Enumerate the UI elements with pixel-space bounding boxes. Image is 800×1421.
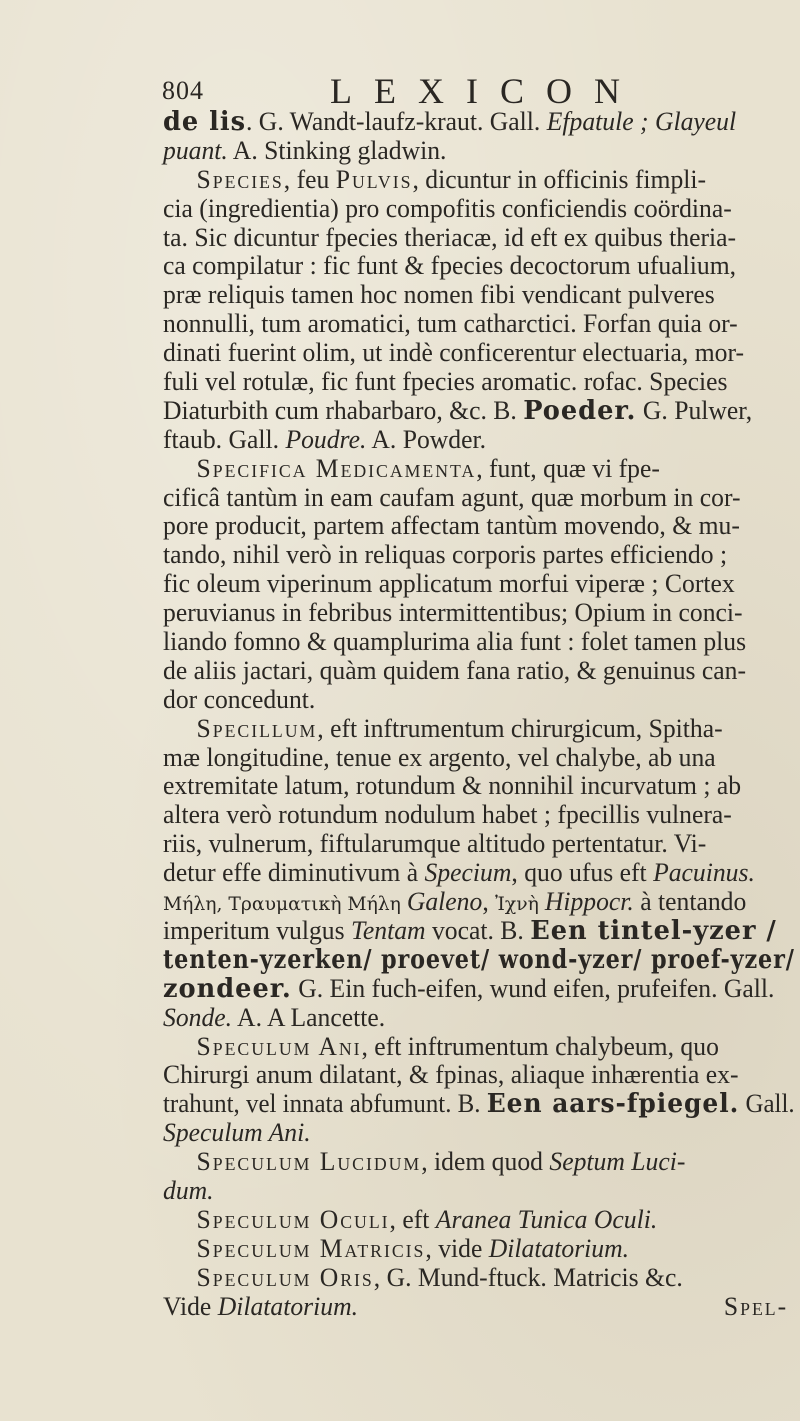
running-head: LEXICON: [330, 71, 642, 111]
text-segment: , vide: [425, 1233, 489, 1263]
text-line: [163, 1089, 795, 1120]
text-segment: Diaturbith cum rhabarbaro, &c. B.: [163, 395, 524, 425]
text-segment: A. A Lancette.: [232, 1002, 386, 1032]
text-line: [163, 166, 794, 195]
text-segment: Hippocr.: [544, 887, 634, 917]
text-line: [163, 888, 794, 917]
text-line: [163, 599, 794, 628]
text-line: [163, 830, 794, 859]
text-segment: Μήλη, Τραυματικὴ Μήλη: [163, 893, 407, 916]
text-segment: Gall.: [739, 1089, 795, 1119]
text-line: [163, 108, 794, 137]
text-line: [163, 252, 794, 281]
text-line: [163, 310, 794, 339]
text-line: [163, 1264, 794, 1293]
text-line: [163, 541, 794, 570]
text-segment: ftaub. Gall.: [163, 424, 286, 454]
text-segment: Speculum Oculi: [196, 1204, 390, 1234]
text-line: [163, 1033, 794, 1062]
text-line: [163, 570, 794, 599]
text-segment: Speculum Ani.: [163, 1118, 311, 1148]
text-segment: Sonde.: [163, 1002, 233, 1032]
text-segment: Speculum Matricis: [196, 1233, 426, 1263]
text-line: [163, 137, 794, 166]
text-segment: dor concedunt.: [163, 684, 316, 714]
text-line: [163, 368, 794, 397]
text-segment: fic oleum viperinum applicatum morfui viperæ ; Cortex: [163, 569, 735, 599]
text-segment: Ἰχνὴ: [495, 893, 545, 916]
text-line: [163, 1148, 794, 1177]
text-line: [163, 744, 794, 773]
text-segment: Species: [196, 164, 284, 194]
text-segment: Een tintel-yzer /: [530, 915, 777, 946]
text-line: [163, 686, 794, 715]
text-segment: Pulvis: [335, 164, 413, 194]
text-segment: præ reliquis tamen hoc nomen fibi vendicant pulveres: [163, 280, 715, 310]
text-segment: Septum Luci-: [549, 1147, 686, 1177]
text-segment: , idem quod: [421, 1147, 550, 1177]
page-header: [150, 70, 670, 112]
text-segment: , eft inftrumentum chalybeum, quo: [361, 1031, 719, 1061]
text-segment: Tentam: [351, 915, 426, 945]
text-segment: imperitum vulgus: [163, 915, 352, 945]
text-segment: tando, nihil verò in reliquas corporis partes efficiendo ;: [163, 540, 728, 570]
text-segment: Vide: [163, 1291, 218, 1321]
text-line: [163, 1177, 794, 1206]
text-line: [163, 628, 794, 657]
text-segment: Poudre.: [285, 424, 367, 454]
text-segment: Aranea Tunica Oculi.: [435, 1204, 658, 1234]
text-segment: , eft inftrumentum chirurgicum, Spitha-: [317, 713, 723, 743]
text-segment: Een aars-fpiegel.: [486, 1089, 740, 1120]
text-segment: peruvianus in febribus intermittentibus; Opium in conci-: [163, 598, 743, 628]
text-line: [163, 195, 794, 224]
text-line: [163, 1061, 794, 1090]
text-line: [163, 339, 794, 368]
text-segment: , quo ufus eft: [511, 858, 654, 888]
text-line: [163, 1235, 794, 1264]
text-segment: liando fomno & quamplurima alia funt : folet tamen plus: [163, 627, 747, 657]
text-line: [163, 397, 794, 426]
text-line: [163, 426, 794, 455]
text-segment: Dilatatorium.: [217, 1291, 359, 1321]
text-segment: nonnulli, tum aromatici, tum catharctici. Forfan quia or-: [163, 309, 738, 339]
text-line: [163, 224, 794, 253]
catchword: Spel-: [723, 1291, 789, 1321]
text-line: [163, 1293, 794, 1322]
text-segment: fuli vel rotulæ, fic funt fpecies aromatic. rofac. Species: [163, 367, 728, 397]
text-segment: Speculum Oris: [196, 1262, 374, 1292]
text-segment: Galeno: [406, 887, 483, 917]
text-segment: A. Powder.: [366, 424, 487, 454]
text-segment: cia (ingredientia) pro compofitis conficiendis coördina-: [163, 193, 732, 223]
text-segment: dinati fuerint olim, ut indè conficerentur electuaria, mor-: [163, 338, 745, 368]
text-line: [163, 455, 794, 484]
text-segment: mæ longitudine, tenue ex argento, vel chalybe, ab una: [163, 742, 716, 772]
text-line: [163, 484, 794, 513]
text-segment: G. Pulwer,: [636, 395, 753, 425]
text-line: [163, 772, 794, 801]
text-line: [163, 975, 794, 1004]
text-segment: vocat. B.: [425, 915, 531, 945]
text-segment: , G. Mund-ftuck. Matricis &c.: [373, 1262, 683, 1292]
text-segment: Efpatule ; Glayeul: [546, 107, 737, 136]
text-line: [163, 801, 794, 830]
text-segment: , feu: [283, 164, 336, 194]
text-segment: ta. Sic dicuntur fpecies theriacæ, id eft ex quibus theria-: [163, 222, 737, 252]
page-number: 804: [162, 76, 204, 105]
text-line: [163, 1206, 794, 1235]
text-segment: extremitate latum, rotundum & nonnihil incurvatum ; ab: [163, 771, 742, 801]
text-segment: Specifica Medicamenta: [196, 453, 477, 483]
text-segment: de aliis jactari, quàm quidem fana ratio, & genuinus can-: [163, 655, 747, 685]
text-segment: G. Ein fuch-eifen, wund eifen, prufeifen. Gall.: [291, 973, 775, 1003]
text-segment: , eft: [389, 1204, 436, 1234]
text-segment: Pacuinus.: [653, 858, 755, 888]
text-segment: dum.: [163, 1175, 214, 1205]
text-segment: A. Stinking gladwin.: [227, 135, 447, 165]
text-segment: Chirurgi anum dilatant, & fpinas, aliaque inhærentia ex-: [163, 1060, 739, 1090]
text-line: [163, 859, 794, 888]
text-segment: . G. Wandt-laufz-kraut. Gall.: [245, 107, 547, 136]
text-line: [163, 657, 794, 686]
text-line: [163, 512, 794, 541]
text-segment: à tentando: [633, 887, 747, 917]
text-segment: zondeer.: [163, 973, 292, 1004]
text-segment: Poeder.: [523, 395, 637, 426]
text-segment: cificâ tantùm in eam caufam agunt, quæ morbum in cor-: [163, 482, 741, 512]
text-segment: trahunt, vel innata abfumunt. B.: [163, 1089, 487, 1119]
text-line: [163, 917, 794, 946]
text-segment: ,: [482, 887, 496, 917]
text-line: [163, 281, 794, 310]
text-segment: Specillum: [196, 713, 318, 743]
text-segment: Specium: [424, 858, 512, 888]
text-segment: , dicuntur in officinis fimpli-: [412, 164, 707, 194]
text-segment: detur effe diminutivum à: [163, 858, 425, 888]
text-line: [163, 1004, 794, 1033]
text-segment: altera verò rotundum nodulum habet ; fpecillis vulnera-: [163, 800, 732, 830]
text-segment: pore producit, partem affectam tantùm movendo, & mu-: [163, 511, 740, 541]
text-segment: ca compilatur : fic funt & fpecies decoctorum ufualium,: [163, 251, 737, 281]
text-segment: tenten-yzerken/ proevet/ wond-yzer/ proef-yzer/: [163, 944, 795, 975]
text-segment: Speculum Ani: [196, 1031, 362, 1061]
text-line: [163, 1119, 794, 1148]
text-segment: Dilatatorium.: [488, 1233, 630, 1263]
text-line: [163, 715, 794, 744]
text-segment: , funt, quæ vi fpe-: [476, 453, 660, 483]
text-segment: puant.: [163, 135, 228, 165]
dictionary-text: [163, 108, 800, 1321]
text-segment: Speculum Lucidum: [196, 1147, 422, 1177]
text-segment: riis, vulnerum, fiftularumque altitudo pertentatur. Vi-: [163, 829, 707, 859]
text-line: [163, 944, 795, 975]
text-segment: de lis: [163, 107, 246, 137]
